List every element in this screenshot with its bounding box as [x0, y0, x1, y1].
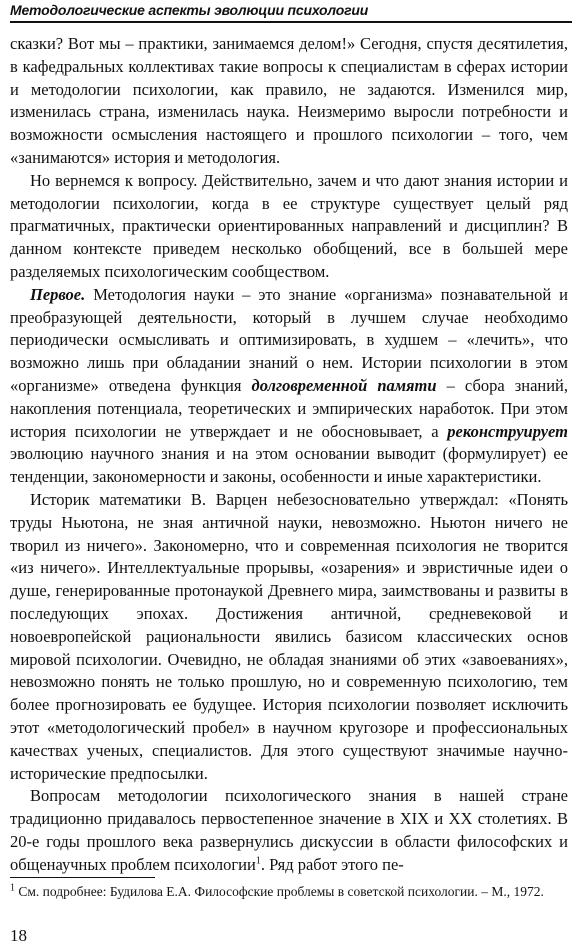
header-rule	[10, 21, 572, 23]
running-head: Методологические аспекты эволюции психологии	[10, 2, 369, 18]
footnote-reference: 1	[255, 855, 261, 867]
emphasis-reconstructs: реконструирует	[447, 421, 568, 441]
paragraph-5	[10, 785, 568, 876]
paragraph-5-tail: . Ряд работ этого пе-	[260, 854, 404, 874]
footnote	[10, 883, 568, 900]
paragraph-5-text: Вопросам методологии психологического знания в нашей стране традиционно придавалось первостепенное значение в XIX и XX столетиях. В 20-е годы прошлого века развернулись дискуссии в области философских и общенаучных проблем психологии	[10, 786, 568, 874]
page-number: 18	[10, 926, 27, 945]
paragraph-3	[10, 284, 568, 489]
paragraph-3-text-a: Методология науки – это знание «организма» познавательной и преобразующей деятельности, который в лучшем случае необходимо периодически осмысливать и оптимизировать, в худшем – «лечить», что возможно лишь при обладании знаний о нем. Истории психологии в этом «организме» отведена функция	[10, 284, 568, 395]
paragraph-1: сказки? Вот мы – практики, занимаемся делом!» Сегодня, спустя десятилетия, в кафедральных коллективах такие вопросы к специалистам в сферах истории и методологии психологии, как правило, не задаются. Изменился мир, изменилась страна, изменилась наука. Неизмеримо выросли потребности и возможности осмысления настоящего и прошлого психологии – того, чем «занимаются» история и методология.	[10, 34, 568, 167]
footnote-mark: 1	[10, 882, 15, 894]
paragraph-3-text-c: эволюцию научного знания и на этом основании выводит (формулирует) ее тенденции, закономерности и законы, особенности и иные характеристики.	[10, 444, 568, 487]
footnote-rule	[10, 877, 155, 878]
footnote-text: См. подробнее: Будилова Е.А. Философские проблемы в советской психологии. – М., 1972.	[15, 884, 544, 899]
paragraph-4: Историк математики В. Варцен небезосновательно утверждал: «Понять труды Ньютона, не зная античной науки, невозможно. Ньютон ничего не творил из ничего». Закономерно, что и современная психология не творится «из ничего». Интеллектуальные прорывы, «озарения» и эвристичные идеи о душе, генерированные протонаукой Древнего мира, заимствованы и развиты в последующих эпохах. Достижения античной, средневековой и новоевропейской рациональности явились базисом классических основ мировой психологии. Очевидно, не обладая знаниями об этих «завоеваниях», невозможно понять не только прошлую, но и современную психологию, тем более прогнозировать ее будущее. История психологии позволяет исключить этот «методологический пробел» в научном кругозоре и профессиональных качествах ученых, специалистов. Для этого существуют значимые научно-исторические предпосылки.	[10, 489, 568, 783]
body-text	[10, 33, 568, 876]
emphasis-long-term-memory: долговременной памяти	[251, 375, 437, 395]
paragraph-3-text-b: – сбора знаний, накопления потенциала, теоретических и эмпирических наработок. При этом история психологии не утверждает и не обосновывает, а	[10, 375, 569, 441]
paragraph-2: Но вернемся к вопросу. Действительно, зачем и что дают знания истории и методологии психологии, когда в ее структуре существует целый ряд прагматичных, практически ориентированных направлений и дисциплин? В данном контексте приведем несколько обобщений, все в большей мере разделяемых психологическим сообществом.	[10, 170, 568, 281]
lead-word: Первое.	[30, 284, 86, 304]
